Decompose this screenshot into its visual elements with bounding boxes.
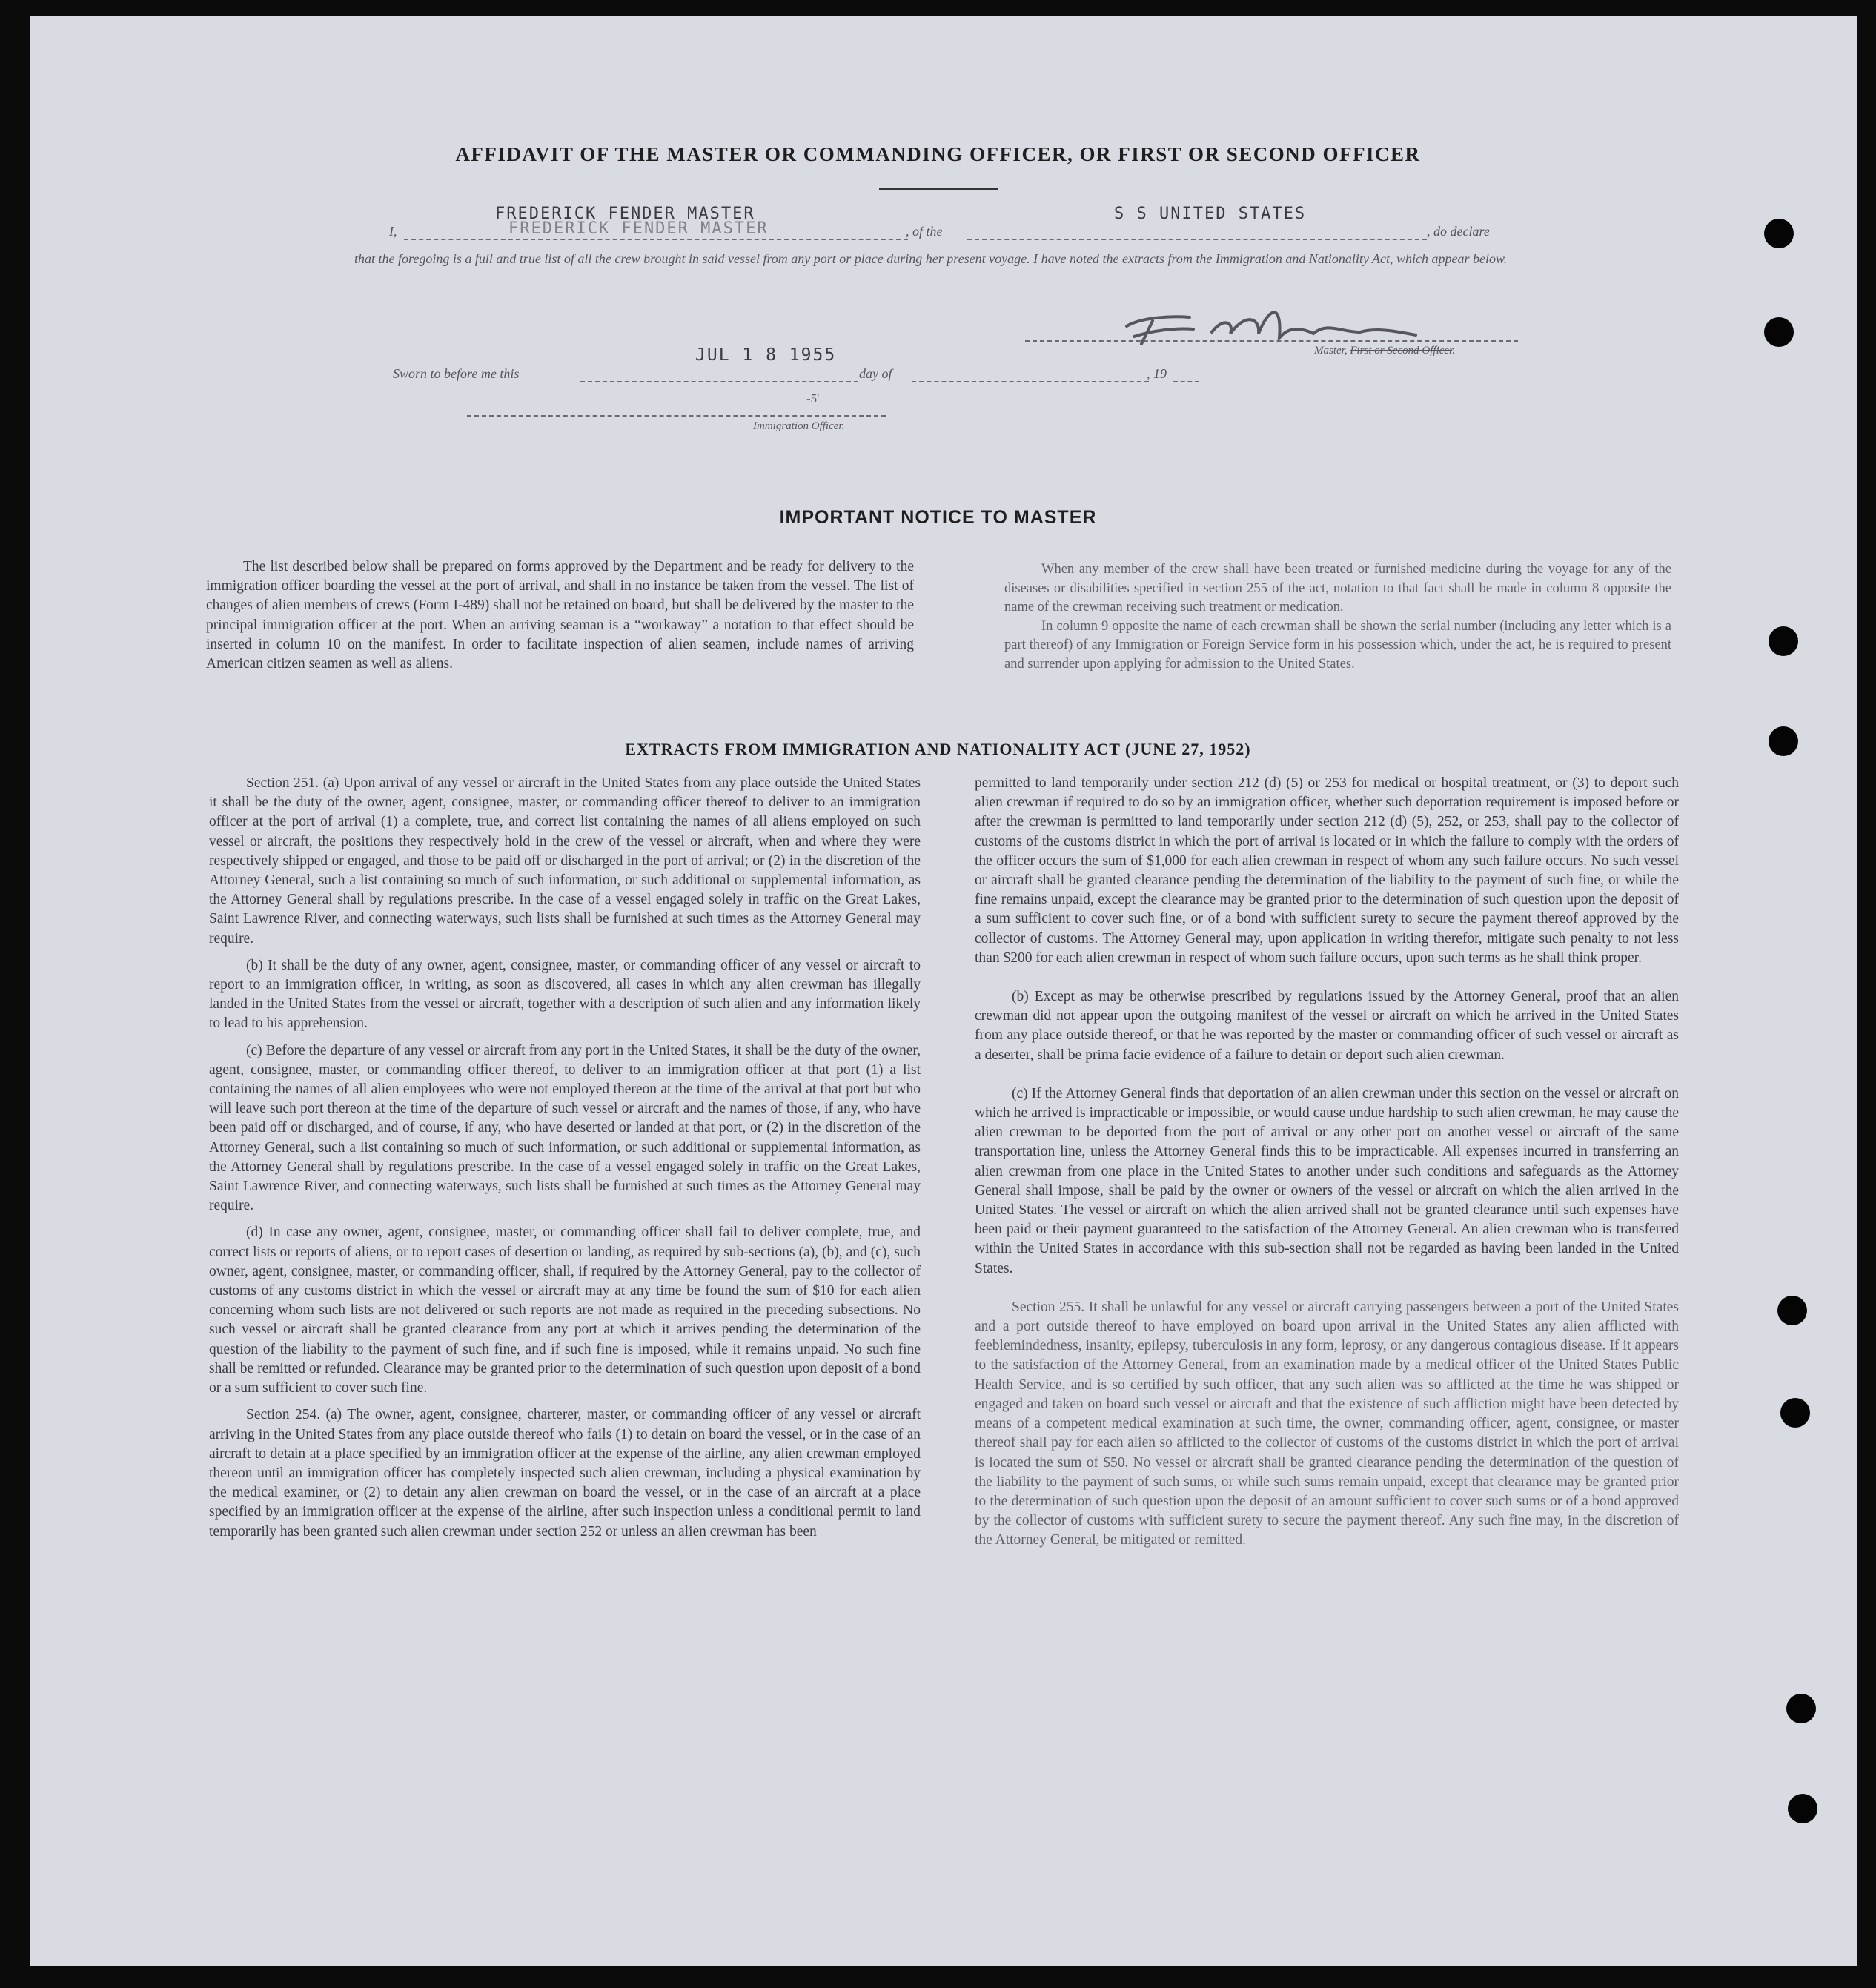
do-declare-label: , do declare (1427, 224, 1490, 239)
i-label: I, (389, 224, 397, 239)
section-254a-continued: permitted to land temporarily under section 212 (d) (5) or 253 for medical or hospital treatment, or (3) to deport such alien crewman if required to do so by an immigration officer, whether such deportation requirement is imposed before or after the crewman is permitted to land temporarily under section 212 (d) (5), 252, or 253, shall pay to the collector of customs of the customs district in which the port of arrival is located or in which the failure to comply with the orders of the officer occurs the sum of $1,000 for each alien crewman in respect of whom any such failure occurs. No such vessel or aircraft shall be granted clearance pending the determination of the liability to the payment of such fine, or while the fine remains unpaid, except the clearance may be granted prior to the determination of such question upon the deposit of a sum sufficient to cover such fine, or of a bond with sufficient surety to secure the payment thereof approved by the collector of customs. The Attorney General may, upon application in writing therefor, mitigate such penalty to not less than $200 for each alien crewman in respect of whom such failure occurs, upon such terms as he shall think proper. (975, 775, 1679, 966)
binder-hole (1780, 1398, 1810, 1428)
section-251c: (c) Before the departure of any vessel or aircraft from any port in the United States, it shall be the duty of the owner, agent, consignee, master, or commanding officer thereof, to deliver to an immigration officer at that port (1) a list containing the names of all alien employees who were not employed thereon at the time of the arrival at that port but who will leave such port thereon at the time of the departure of such vessel or aircraft and the names of those, if any, who have been paid off or discharged, and of course, if any, who have deserted or landed at that port, or (2) in the discretion of the Attorney General, such a list containing so much of such information, or such additional or supplemental information, as the Attorney General shall by regulations prescribe. In the case of a vessel engaged solely in traffic on the Great Lakes, Saint Lawrence River, and connecting waterways, such lists shall be furnished at such times as the Attorney General may require. (209, 1042, 921, 1214)
binder-hole (1769, 726, 1798, 756)
notice-left-column (206, 557, 914, 674)
section-254b: (b) Except as may be otherwise prescribed by regulations issued by the Attorney General, proof that an alien crewman did not appear upon the outgoing manifest of the vessel or aircraft on which he arrived in the United States from any place outside thereof, or that he was reported by the master or commanding officer of such vessel or aircraft as a deserter, shall be prima facie evidence of a failure to detain or deport such alien crewman. (975, 989, 1679, 1063)
binder-hole (1769, 626, 1798, 656)
title-divider (879, 188, 998, 190)
day-of-label: day of (859, 366, 892, 381)
master-name-line (404, 239, 908, 240)
section-254a: Section 254. (a) The owner, agent, consignee, charterer, master, or commanding officer of any vessel or aircraft arriving in the United States from any place outside thereof who fails (1) to detain on board the vessel, or in the case of an aircraft to detain at a place specified by an immigration officer at the expense of the airline, any alien crewman employed thereon until an immigration officer has completely inspected such alien crewman, including a physical examination by the medical examiner, or (2) to detain any alien crewman on board the vessel, or in the case of an aircraft at a place specified by an immigration officer at the expense of the airline, after such inspection unless a conditional permit to land temporarily has been granted such alien crewman under section 252 or unless an alien crewman has been (209, 1407, 921, 1540)
vessel-name-line (967, 239, 1427, 240)
master-caption-prefix: Master, (1314, 345, 1348, 357)
master-caption (1314, 345, 1455, 357)
notice-left-paragraph: The list described below shall be prepared on forms approved by the Department and be ready for delivery to the immigration officer boarding the vessel at the port of arrival, and shall in no instance be taken from the vessel. The list of changes of alien members of crews (Form I-489) shall not be retained on board, but shall be delivered by the master to the principal immigration officer at the port. When an arriving seaman is a “workaway” a notation to that effect should be inserted in column 10 on the manifest. In order to facilitate inspection of alien seamen, include names of arriving American citizen seamen as well as aliens. (206, 559, 914, 672)
signature-line (1025, 340, 1518, 342)
vessel-name-stamp: S S UNITED STATES (1114, 205, 1307, 223)
extracts-left-column (209, 774, 921, 1542)
extracts-right-column (975, 774, 1679, 1551)
immigration-officer-line (467, 415, 886, 417)
sworn-day-line (580, 381, 858, 382)
master-name-stamp: FREDERICK FENDER MASTER (495, 205, 755, 223)
section-255: Section 255. It shall be unlawful for any vessel or aircraft carrying passengers between a port of the United States and a port outside thereof to have employed on board upon arrival in the United States any alien afflicted with feeblemindedness, insanity, epilepsy, tuberculosis in any form, leprosy, or any dangerous contagious disease. If it appears to the satisfaction of the Attorney General, from an examination made by a medical officer of the United States Public Health Service, and is so certified by such officer, that any such alien was so afflicted at the time he was shipped or engaged and taken on board such vessel or aircraft and that the existence of such affliction might have been detected by means of a competent medical examination at such time, the owner, commanding officer, agent, consignee, or master thereof shall pay for each alien so afflicted to the collector of customs of the customs district in which the port of arrival is located the sum of $50. No vessel or aircraft shall be granted clearance pending the determination of the question of the liability to the payment of such sums, or while such sums remain unpaid, except that clearance may be granted prior to the determination of such question upon the deposit of an amount sufficient to cover such sums or of a bond approved by the collector of customs with sufficient surety to secure the payment thereof. Any such fine may, in the discretion of the Attorney General, be mitigated or remitted. (975, 1299, 1679, 1548)
date-stamp: JUL 1 8 1955 (695, 345, 837, 365)
immigration-officer-caption: Immigration Officer. (753, 420, 845, 432)
master-name-stamp-overprint: FREDERICK FENDER MASTER (508, 219, 769, 238)
notice-right-column (1004, 560, 1671, 674)
section-254c: (c) If the Attorney General finds that deportation of an alien crewman under this section on the vessel or aircraft on which he arrived is impracticable or impossible, or would cause undue hardship to such alien crewman, he may cause the alien crewman to be deported from the port of arrival or any other port on another vessel or aircraft of the same transportation line, unless the Attorney General finds this to be impracticable. All expenses incurred in transferring an alien crewman from one place in the United States to another under such conditions and safeguards as the Attorney General shall impose, shall be paid by the owner or owners of the vessel or aircraft on which the alien arrived in the United States. The vessel or aircraft on which the alien arrived shall not be granted clearance until such expenses have been paid or their payment guaranteed to the satisfaction of the Attorney General. An alien crewman who is transferred within the United States in accordance with this sub-section shall not be regarded as having been landed in the United States. (975, 1085, 1679, 1276)
section-251b: (b) It shall be the duty of any owner, agent, consignee, master, or commanding officer of any vessel or aircraft to report to an immigration officer, in writing, as soon as discovered, all cases in which any alien crewman has illegally landed in the United States from the vessel or aircraft, together with a description of such alien and any information likely to lead to his apprehension. (209, 957, 921, 1032)
officer-mark: -5' (806, 391, 820, 405)
declaration-text: that the foregoing is a full and true list of all the crew brought in said vessel from any port or place during her present voyage. I have noted the extracts from the Immigration and Nationality Act, which appear below. (354, 251, 1508, 266)
sworn-label: Sworn to before me this (393, 366, 520, 381)
master-caption-suffix: . (1452, 345, 1455, 357)
master-caption-struck: First or Second Officer (1350, 345, 1453, 357)
affidavit-title: AFFIDAVIT OF THE MASTER OR COMMANDING OFFICER, OR FIRST OR SECOND OFFICER (455, 143, 1421, 165)
binder-hole (1764, 317, 1794, 347)
of-the-label: , of the (906, 224, 943, 239)
binder-hole (1788, 1794, 1817, 1823)
binder-hole (1764, 219, 1794, 248)
notice-right-paragraph-2: In column 9 opposite the name of each crewman shall be shown the serial number (including any letter which is a part thereof) of any Immigration or Foreign Service form in his possession which, under the act, he is required to present and surrender upon applying for admission to the United States. (1004, 618, 1671, 672)
year-label: , 19 (1147, 366, 1167, 381)
extracts-title: EXTRACTS FROM IMMIGRATION AND NATIONALITY ACT (JUNE 27, 1952) (625, 740, 1251, 758)
binder-hole (1777, 1296, 1807, 1325)
section-251a: Section 251. (a) Upon arrival of any vessel or aircraft in the United States from any place outside the United States it shall be the duty of the owner, agent, consignee, master, or commanding officer thereof to deliver to an immigration officer at the port of arrival (1) a complete, true, and correct list containing the names of all aliens employed on such vessel or aircraft, the positions they respectively hold in the crew of the vessel or aircraft, when and where they were respectively shipped or engaged, and those to be paid off or discharged in the port of arrival; or (2) in the discretion of the Attorney General, such a list containing so much of such information, or such additional or supplemental information, as the Attorney General shall by regulations prescribe. In the case of a vessel engaged solely in traffic on the Great Lakes, Saint Lawrence River, and connecting waterways, such lists shall be furnished at such times as the Attorney General may require. (209, 775, 921, 947)
year-line (1173, 381, 1199, 382)
notice-title: IMPORTANT NOTICE TO MASTER (779, 507, 1097, 528)
notice-right-paragraph-1: When any member of the crew shall have been treated or furnished medicine during the voyage for any of the diseases or disabilities specified in section 255 of the act, notation to that fact shall be made in column 8 opposite the name of the crewman receiving such treatment or medication. (1004, 562, 1671, 614)
section-251d: (d) In case any owner, agent, consignee, master, or commanding officer shall fail to deliver complete, true, and correct lists or reports of aliens, or to report cases of desertion or landing, as required by sub-sections (a), (b), and (c), such owner, agent, consignee, master, or commanding officer, shall, if required by the Attorney General, pay to the collector of customs of any customs district in which the vessel or aircraft may at any time be found the sum of $10 for each alien concerning whom such lists are not delivered or such reports are not made as required in the preceding subsections. No such vessel or aircraft shall be granted clearance from any port at which it arrives pending the determination of the question of the liability to the payment of such fine, and if such fine is imposed, while it remains unpaid. No such fine shall be remitted or refunded. Clearance may be granted prior to the determination of such question upon deposit of a bond or a sum sufficient to cover such fine. (209, 1225, 921, 1396)
binder-hole (1786, 1694, 1816, 1723)
month-line (912, 381, 1149, 382)
